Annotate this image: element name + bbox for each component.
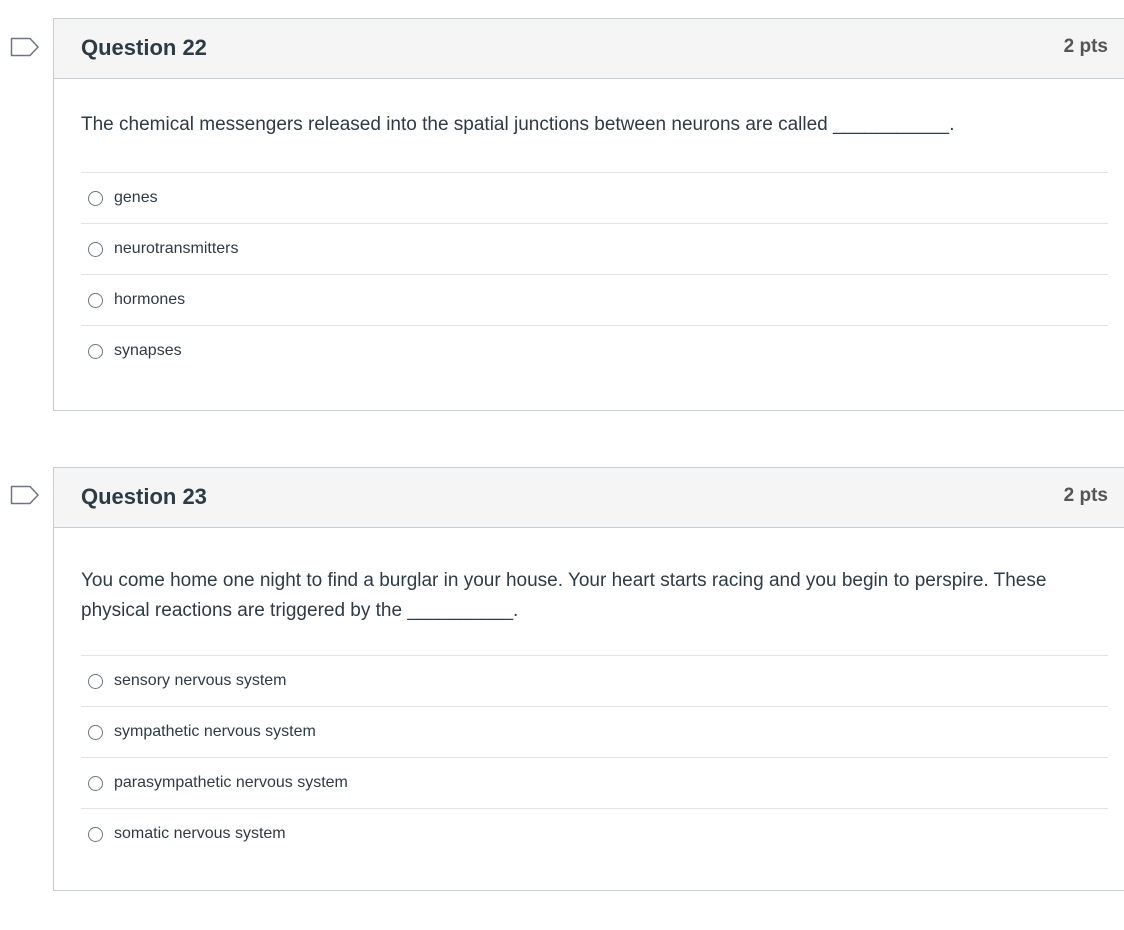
- answer-list: [81, 655, 1108, 859]
- question-header: [54, 19, 1124, 79]
- question-body: [54, 528, 1124, 859]
- answer-option[interactable]: [81, 325, 1108, 376]
- answer-list: [81, 172, 1108, 376]
- radio-unchecked-icon[interactable]: [88, 293, 103, 308]
- answer-option[interactable]: [81, 223, 1108, 274]
- question-card: [53, 467, 1124, 891]
- answer-label[interactable]: genes: [114, 189, 158, 206]
- answer-label[interactable]: hormones: [114, 291, 186, 308]
- answer-option[interactable]: [81, 172, 1108, 223]
- answer-label[interactable]: sympathetic nervous system: [114, 723, 316, 740]
- question-points: 2 pts: [1063, 485, 1108, 506]
- answer-option[interactable]: [81, 808, 1108, 859]
- radio-unchecked-icon[interactable]: [88, 776, 103, 791]
- answer-label[interactable]: somatic nervous system: [114, 825, 286, 842]
- radio-unchecked-icon[interactable]: [88, 242, 103, 257]
- radio-unchecked-icon[interactable]: [88, 725, 103, 740]
- answer-option[interactable]: [81, 655, 1108, 706]
- answer-label[interactable]: sensory nervous system: [114, 672, 287, 689]
- question-text: The chemical messengers released into the spatial junctions between neurons are called ___________.: [81, 114, 955, 135]
- radio-unchecked-icon[interactable]: [88, 344, 103, 359]
- answer-option[interactable]: [81, 757, 1108, 808]
- question-text: You come home one night to find a burglar in your house. Your heart starts racing and you begin to perspire. These physical reactions are triggered by the __________.: [81, 570, 1047, 621]
- answer-label[interactable]: parasympathetic nervous system: [114, 774, 348, 791]
- question-card: [53, 18, 1124, 411]
- question-body: [54, 79, 1124, 376]
- radio-unchecked-icon[interactable]: [88, 191, 103, 206]
- question-title: Question 23: [81, 484, 207, 509]
- answer-option[interactable]: [81, 706, 1108, 757]
- question-title: Question 22: [81, 35, 207, 60]
- radio-unchecked-icon[interactable]: [88, 674, 103, 689]
- flag-question-icon[interactable]: [10, 37, 40, 57]
- question-header: [54, 468, 1124, 528]
- answer-option[interactable]: [81, 274, 1108, 325]
- radio-unchecked-icon[interactable]: [88, 827, 103, 842]
- question-points: 2 pts: [1063, 36, 1108, 57]
- answer-label[interactable]: neurotransmitters: [114, 240, 239, 257]
- flag-question-icon[interactable]: [10, 485, 40, 505]
- answer-label[interactable]: synapses: [114, 342, 182, 359]
